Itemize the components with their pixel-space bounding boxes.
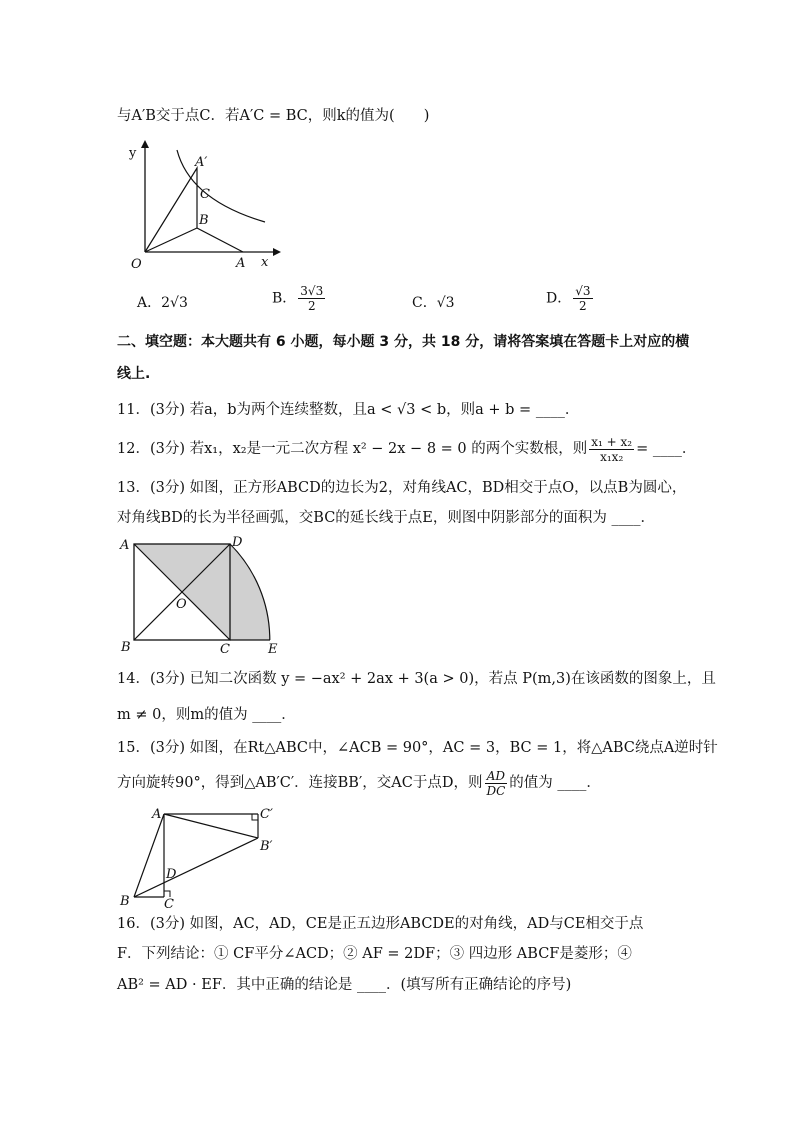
q15-line2-pre: 方向旋转90°，得到△AB′C′．连接BB′，交AC于点D，则 [117, 775, 483, 791]
label-c: C [164, 897, 174, 912]
q16-line3: AB² = AD · EF．其中正确的结论是 ____．(填写所有正确结论的序号) [117, 977, 572, 993]
label-b: B [120, 894, 130, 909]
section2-heading-line1: 二、填空题：本大题共有 6 小题，每小题 3 分，共 18 分，请将答案填在答题卡上对应的横 [117, 334, 690, 350]
choice-b-num: 3√3 [300, 284, 324, 298]
hyperbola-curve [177, 150, 265, 222]
label-o: O [176, 597, 187, 612]
label-d: D [166, 867, 177, 882]
choice-d-letter: D． [546, 290, 572, 307]
q15-fraction [484, 769, 507, 798]
q13-line1: 13．(3分) 如图，正方形ABCD的边长为2，对角线AC，BD相交于点O，以点B为圆心， [117, 480, 687, 496]
q12-post: = ____． [636, 441, 697, 457]
q12-num: x₁ + x₂ [591, 434, 633, 449]
label-a: A [236, 256, 246, 271]
label-y: y [129, 146, 137, 161]
shaded-sector [230, 544, 270, 640]
triangle-lines [145, 168, 243, 252]
choice-d [546, 284, 595, 313]
q15-line2 [117, 766, 601, 800]
choice-b-letter: B． [272, 290, 297, 307]
q12-line [117, 434, 696, 464]
label-b: B [121, 640, 131, 655]
q12-den: x₁x₂ [600, 449, 624, 464]
y-axis-arrow-icon [141, 140, 149, 148]
label-c: C [220, 642, 230, 657]
label-c-prime: C′ [260, 807, 273, 822]
q15-figure [116, 804, 286, 912]
q10-stem: 与A′B交于点C．若A′C = BC，则k的值为( ) [117, 108, 430, 124]
label-b-prime: B′ [260, 839, 273, 854]
choice-c-text: √3 [436, 295, 455, 311]
choice-b-fraction [298, 284, 325, 313]
choice-c [412, 292, 455, 312]
label-c: C [200, 187, 210, 202]
choice-a-text: 2√3 [161, 295, 188, 311]
choice-d-den: 2 [579, 299, 587, 313]
choice-c-letter: C． [412, 295, 437, 311]
q13-line2: 对角线BD的长为半径画弧，交BC的延长线于点E，则图中阴影部分的面积为 ____． [117, 510, 655, 526]
label-a-prime: A′ [195, 155, 208, 170]
q15-line1: 15．(3分) 如图，在Rt△ABC中，∠ACB = 90°，AC = 3，BC = 1，将△ABC绕点A逆时针 [117, 740, 718, 756]
right-angle-c-prime-icon [252, 814, 258, 820]
q12-fraction [589, 435, 634, 464]
q15-den: DC [486, 783, 506, 798]
label-a: A [120, 538, 130, 553]
q16-line1: 16．(3分) 如图，AC，AD，CE是正五边形ABCDE的对角线，AD与CE相交于点 [117, 916, 644, 932]
q10-figure [115, 140, 280, 275]
choice-d-fraction [573, 284, 592, 313]
q11-text: 11．(3分) 若a，b为两个连续整数，且a < √3 < b，则a + b = ____． [117, 402, 580, 418]
label-d: D [232, 535, 243, 550]
q15-num: AD [486, 768, 505, 783]
q16-line2: F．下列结论：① CF平分∠ACD；② AF = 2DF；③ 四边形 ABCF是菱形；④ [117, 946, 632, 962]
segment-ab-prime [164, 814, 258, 838]
choice-b-den: 2 [307, 299, 316, 313]
label-e: E [268, 642, 278, 657]
choice-a-letter: A． [137, 295, 162, 311]
q14-line1: 14．(3分) 已知二次函数 y = −ax² + 2ax + 3(a > 0)，若点 P(m,3)在该函数的图象上，且 [117, 671, 716, 687]
q12-pre: 12．(3分) 若x₁，x₂是一元二次方程 x² − 2x − 8 = 0 的两个实数根，则 [117, 441, 588, 457]
label-x: x [261, 255, 269, 270]
label-a: A [152, 807, 162, 822]
label-b: B [199, 213, 209, 228]
choice-a [137, 292, 188, 312]
choice-b [272, 284, 327, 313]
section2-heading-line2: 线上. [117, 366, 151, 382]
x-axis-arrow-icon [273, 248, 281, 256]
label-o: O [131, 257, 142, 272]
q14-line2: m ≠ 0，则m的值为 ____． [117, 707, 296, 723]
q15-line2-post: 的值为 ____． [509, 775, 601, 791]
q13-figure [118, 536, 288, 656]
choice-d-num: √3 [575, 284, 591, 298]
